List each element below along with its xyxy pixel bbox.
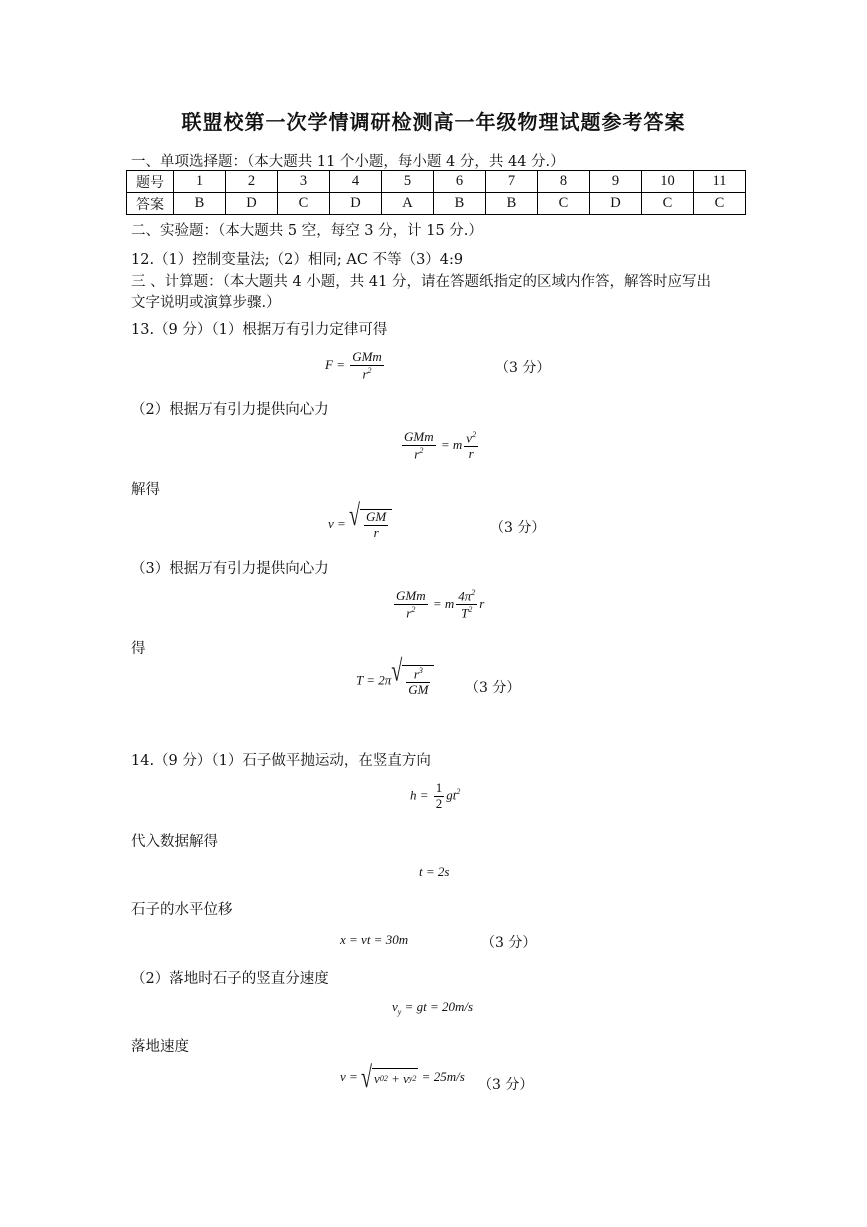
formula-velocity: v = √ $\frac{GM}{r}$ xyxy=(328,509,392,541)
table-cell: 5 xyxy=(382,171,434,193)
q14-points-1: （3 分） xyxy=(481,935,537,951)
formula-vertical-velocity: $v_y$ = gt = 20m/s xyxy=(392,999,474,1017)
section-2-heading: 二、实验题：（本大题共 5 空，每空 3 分，计 15 分.） xyxy=(131,223,483,239)
table-cell: C xyxy=(642,193,694,215)
table-row-answers xyxy=(127,193,746,215)
q14-points-2: （3 分） xyxy=(478,1077,534,1093)
q13-get: 得 xyxy=(131,641,146,657)
table-cell: B xyxy=(174,193,226,215)
page-title: 联盟校第一次学情调研检测高一年级物理试题参考答案 xyxy=(181,110,686,134)
table-cell: C xyxy=(278,193,330,215)
table-cell: A xyxy=(382,193,434,215)
q13-intro: 13.（9 分）（1）根据万有引力定律可得 xyxy=(131,322,388,338)
q13-points-3: （3 分） xyxy=(465,680,521,696)
table-cell: B xyxy=(434,193,486,215)
table-cell: 1 xyxy=(174,171,226,193)
answer-table xyxy=(126,170,746,215)
table-cell: B xyxy=(486,193,538,215)
q14-part2: （2）落地时石子的竖直分速度 xyxy=(131,971,329,987)
formula-fall-height: h = $\frac{1}{2}$ $gt^2$ xyxy=(410,780,461,811)
table-cell: D xyxy=(226,193,278,215)
q14-landing-speed: 落地速度 xyxy=(131,1039,189,1055)
formula-centripetal: $\frac{\text{GMm}}{r^2}$ = m $\frac{v^2}{r}$ xyxy=(404,429,477,462)
table-cell: 6 xyxy=(434,171,486,193)
formula-period: T = 2π √ $\frac{r^3}{GM}$ xyxy=(356,665,434,698)
formula-period-relation: $\frac{\text{GMm}}{r^2}$ = m $\frac{4\pi^2}{T^2}$ r xyxy=(396,587,485,621)
section-3-heading: 三 、计算题：（本大题共 4 小题，共 41 分，请在答题纸指定的区域内作答，解答时应写出 xyxy=(131,274,711,290)
table-cell: C xyxy=(694,193,746,215)
q14-intro: 14.（9 分）（1）石子做平抛运动，在竖直方向 xyxy=(131,753,431,769)
table-cell: 11 xyxy=(694,171,746,193)
table-cell: D xyxy=(330,193,382,215)
table-cell: 10 xyxy=(642,171,694,193)
section-3-heading-cont: 文字说明或演算步骤.） xyxy=(131,295,281,311)
table-cell: C xyxy=(538,193,590,215)
q13-solve: 解得 xyxy=(131,482,160,498)
table-cell: 3 xyxy=(278,171,330,193)
q14-substitute: 代入数据解得 xyxy=(131,834,218,850)
section-1-heading: 一、单项选择题：（本大题共 11 个小题，每小题 4 分，共 44 分.） xyxy=(131,154,565,170)
table-header-answer: 答案 xyxy=(127,193,174,215)
formula-gravitation: F = $\frac{\text{GMm}}{r^2}$ xyxy=(325,349,382,382)
table-cell: 4 xyxy=(330,171,382,193)
table-cell: 8 xyxy=(538,171,590,193)
q12-answer: 12.（1）控制变量法;（2）相同; AC 不等（3）4:9 xyxy=(131,252,464,268)
table-row-numbers xyxy=(127,171,746,193)
formula-landing-velocity: v = √ v 0 2 + v y 2 = 25m/s xyxy=(340,1061,465,1095)
formula-horizontal-displacement: x = vt = 30m xyxy=(340,932,409,947)
table-cell: 2 xyxy=(226,171,278,193)
table-header-number: 题号 xyxy=(127,171,174,193)
q13-part3: （3）根据万有引力提供向心力 xyxy=(131,561,329,577)
formula-vertical-velocity-rhs: = gt = 20m/s xyxy=(404,999,474,1014)
q13-points-1: （3 分） xyxy=(495,360,551,376)
table-cell: 9 xyxy=(590,171,642,193)
q14-horizontal: 石子的水平位移 xyxy=(131,902,233,918)
table-cell: D xyxy=(590,193,642,215)
q13-points-2: （3 分） xyxy=(490,520,546,536)
formula-landing-velocity-rhs: = 25m/s xyxy=(421,1068,465,1084)
table-cell: 7 xyxy=(486,171,538,193)
formula-time: t = 2s xyxy=(419,864,450,879)
q13-part2: （2）根据万有引力提供向心力 xyxy=(131,402,329,418)
